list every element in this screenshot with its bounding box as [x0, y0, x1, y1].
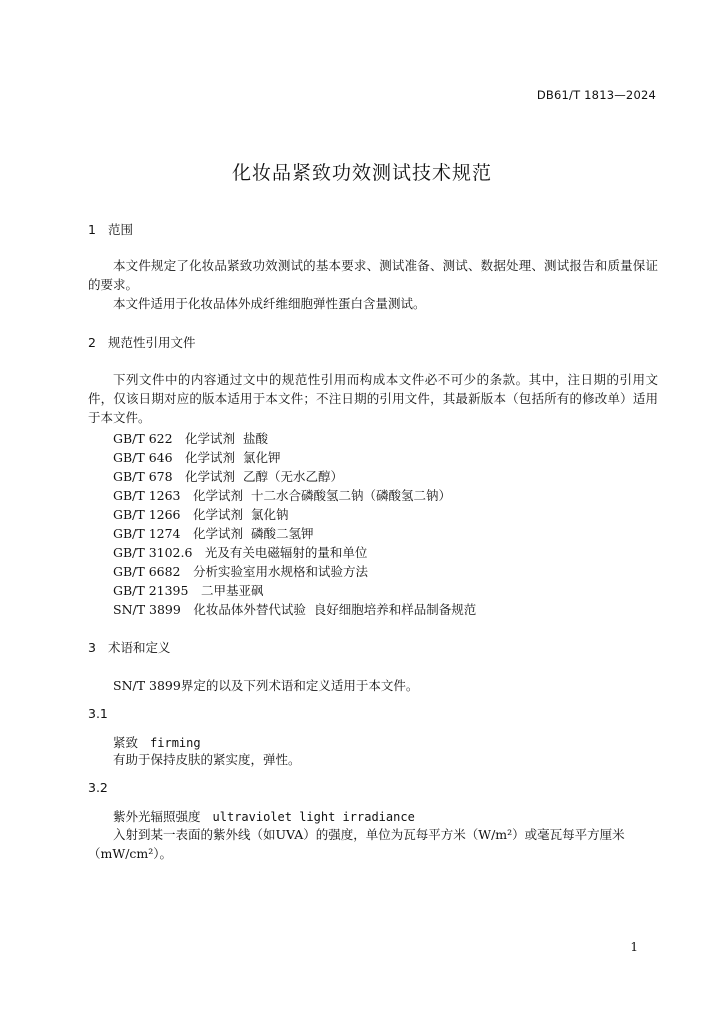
term-english: firming — [150, 736, 201, 750]
reference-item: GB/T 21395 二甲基亚砜 — [113, 583, 264, 598]
standard-number: DB61/T 1813—2024 — [536, 88, 656, 102]
term-chinese: 紧致 — [113, 735, 139, 750]
reference-item: GB/T 678 化学试剂 乙醇（无水乙醇） — [113, 469, 343, 484]
section-number: 3 — [88, 640, 96, 655]
term-number: 3.1 — [88, 706, 108, 721]
page-number: 1 — [630, 940, 638, 954]
section-1-heading — [88, 220, 133, 238]
section-2-heading — [88, 333, 196, 351]
section-3-paragraph-1: SN/T 3899界定的以及下列术语和定义适用于本文件。 — [113, 678, 419, 693]
term-number: 3.2 — [88, 780, 108, 795]
reference-item: GB/T 622 化学试剂 盐酸 — [113, 431, 268, 446]
section-title: 规范性引用文件 — [108, 335, 196, 350]
term-entry — [113, 807, 415, 825]
reference-item: GB/T 646 化学试剂 氯化钾 — [113, 450, 281, 465]
section-2-paragraph-1: 下列文件中的内容通过文中的规范性引用而构成本文件必不可少的条款。其中，注日期的引用文件，仅该日期对应的版本适用于本文件；不注日期的引用文件，其最新版本（包括所有的修改单）适用于本文件。 — [88, 372, 658, 425]
reference-item: GB/T 1274 化学试剂 磷酸二氢钾 — [113, 526, 314, 541]
section-title: 术语和定义 — [108, 640, 171, 655]
section-1-paragraph-1: 本文件规定了化妆品紧致功效测试的基本要求、测试准备、测试、数据处理、测试报告和质量保证的要求。 — [88, 258, 658, 292]
term-chinese: 紫外光辐照强度 — [113, 809, 201, 824]
section-title: 范围 — [108, 222, 134, 237]
document-title: 化妆品紧致功效测试技术规范 — [231, 162, 492, 184]
reference-item: GB/T 6682 分析实验室用水规格和试验方法 — [113, 564, 369, 579]
reference-item: GB/T 1266 化学试剂 氯化钠 — [113, 507, 289, 522]
term-entry — [113, 733, 201, 751]
term-english: ultraviolet light irradiance — [212, 810, 415, 824]
section-1-paragraph-2: 本文件适用于化妆品体外成纤维细胞弹性蛋白含量测试。 — [113, 296, 426, 311]
section-number: 2 — [88, 335, 96, 350]
reference-item: GB/T 1263 化学试剂 十二水合磷酸氢二钠（磷酸氢二钠） — [113, 488, 451, 503]
reference-item: SN/T 3899 化妆品体外替代试验 良好细胞培养和样品制备规范 — [113, 602, 477, 617]
term-definition: 入射到某一表面的紫外线（如UVA）的强度，单位为瓦每平方米（W/m²）或毫瓦每平方厘米（mW/cm²）。 — [88, 827, 625, 861]
section-number: 1 — [88, 222, 96, 237]
section-3-heading — [88, 638, 171, 656]
reference-item: GB/T 3102.6 光及有关电磁辐射的量和单位 — [113, 545, 368, 560]
term-definition: 有助于保持皮肤的紧实度，弹性。 — [113, 752, 301, 767]
